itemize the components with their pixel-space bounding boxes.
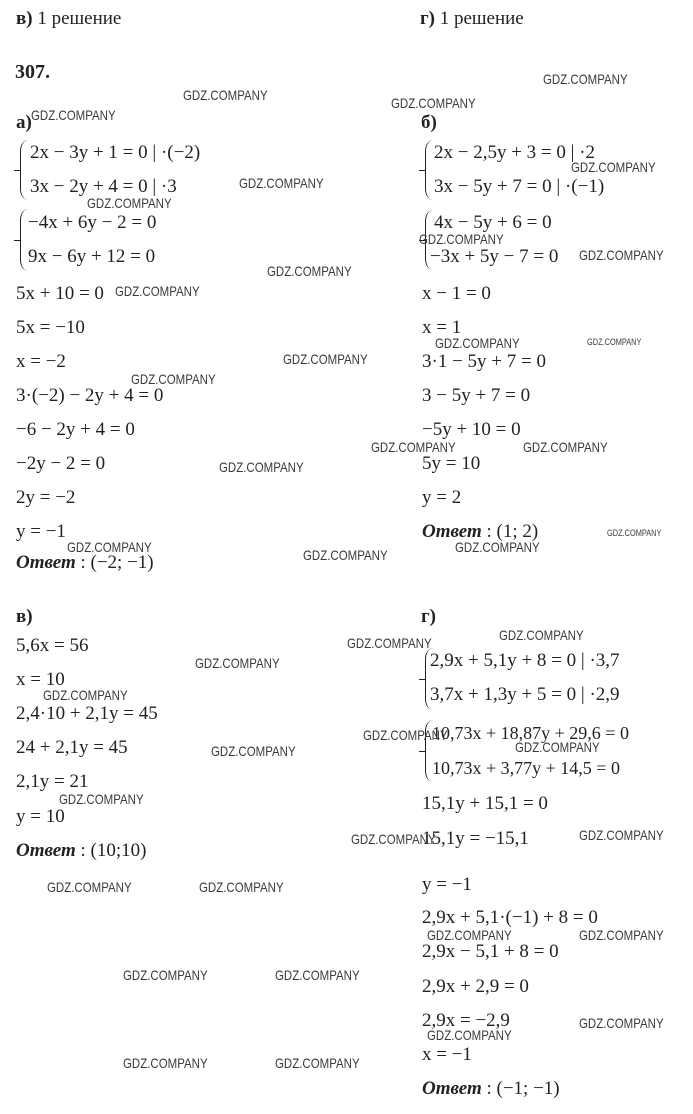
a-line-7: x = −2	[16, 351, 66, 372]
watermark: GDZ.COMPANY	[579, 927, 664, 943]
watermark: GDZ.COMPANY	[67, 539, 152, 555]
b-line-2: 3x − 5y + 7 = 0 | ·(−1)	[434, 176, 605, 197]
watermark: GDZ.COMPANY	[587, 337, 642, 347]
g-line-5: 15,1y + 15,1 = 0	[422, 793, 548, 814]
v-line-4: 24 + 2,1y = 45	[16, 737, 128, 758]
brace-a-2	[20, 209, 28, 271]
brace-a-1	[20, 140, 28, 200]
watermark: GDZ.COMPANY	[239, 175, 324, 191]
watermark: GDZ.COMPANY	[435, 335, 520, 351]
watermark: GDZ.COMPANY	[123, 967, 208, 983]
watermark: GDZ.COMPANY	[115, 283, 200, 299]
a-line-2: 3x − 2y + 4 = 0 | ·3	[30, 176, 177, 197]
g-answer-value: : (−1; −1)	[486, 1078, 560, 1099]
g-line-12: x = −1	[422, 1044, 472, 1065]
v-answer-value: : (10;10)	[80, 840, 147, 861]
b-line-8: 3 − 5y + 7 = 0	[422, 385, 531, 406]
v-answer-word: Ответ	[16, 840, 76, 861]
part-b-label: б)	[421, 112, 437, 133]
part-v-label: в)	[16, 606, 33, 627]
watermark: GDZ.COMPANY	[219, 459, 304, 475]
a-line-6: 5x = −10	[16, 317, 85, 338]
g-line-1: 2,9x + 5,1y + 8 = 0 | ·3,7	[430, 650, 620, 671]
header-left-letter: в)	[16, 8, 33, 29]
watermark: GDZ.COMPANY	[283, 351, 368, 367]
b-line-1: 2x − 2,5y + 3 = 0 | ·2	[434, 142, 596, 163]
watermark: GDZ.COMPANY	[303, 547, 388, 563]
v-line-6: y = 10	[16, 806, 65, 827]
g-answer-word: Ответ	[422, 1078, 482, 1099]
watermark: GDZ.COMPANY	[579, 247, 664, 263]
watermark: GDZ.COMPANY	[427, 1027, 512, 1043]
a-answer	[16, 552, 154, 574]
b-line-11: y = 2	[422, 487, 462, 508]
watermark: GDZ.COMPANY	[571, 159, 656, 175]
watermark: GDZ.COMPANY	[371, 439, 456, 455]
b-line-10: 5y = 10	[422, 453, 481, 474]
g-line-8: 2,9x + 5,1·(−1) + 8 = 0	[422, 907, 598, 928]
header-left	[16, 8, 121, 30]
header-right	[420, 8, 524, 30]
a-answer-word: Ответ	[16, 552, 76, 573]
watermark: GDZ.COMPANY	[499, 627, 584, 643]
g-line-6: 15,1y = −15,1	[422, 828, 529, 849]
watermark: GDZ.COMPANY	[211, 743, 296, 759]
watermark: GDZ.COMPANY	[59, 791, 144, 807]
watermark: GDZ.COMPANY	[363, 727, 448, 743]
watermark: GDZ.COMPANY	[515, 739, 600, 755]
watermark: GDZ.COMPANY	[351, 831, 436, 847]
a-line-10: −2y − 2 = 0	[16, 453, 106, 474]
watermark: GDZ.COMPANY	[455, 539, 540, 555]
g-answer	[422, 1078, 560, 1100]
watermark: GDZ.COMPANY	[543, 71, 628, 87]
watermark: GDZ.COMPANY	[275, 1055, 360, 1071]
g-line-11: 2,9x = −2,9	[422, 1010, 510, 1031]
watermark: GDZ.COMPANY	[579, 1015, 664, 1031]
watermark: GDZ.COMPANY	[195, 655, 280, 671]
v-line-5: 2,1y = 21	[16, 771, 89, 792]
b-line-9: −5y + 10 = 0	[422, 419, 521, 440]
b-line-4: −3x + 5y − 7 = 0	[430, 246, 559, 267]
watermark: GDZ.COMPANY	[123, 1055, 208, 1071]
watermark: GDZ.COMPANY	[523, 439, 608, 455]
b-line-3: 4x − 5y + 6 = 0	[434, 212, 552, 233]
watermark: GDZ.COMPANY	[43, 687, 128, 703]
a-line-5: 5x + 10 = 0	[16, 283, 104, 304]
b-answer-value: : (1; 2)	[486, 521, 539, 542]
watermark: GDZ.COMPANY	[427, 927, 512, 943]
watermark: GDZ.COMPANY	[607, 528, 662, 538]
a-line-4: 9x − 6y + 12 = 0	[28, 246, 156, 267]
header-right-text: 1 решение	[439, 8, 524, 29]
v-line-1: 5,6x = 56	[16, 635, 89, 656]
b-answer-word: Ответ	[422, 521, 482, 542]
watermark: GDZ.COMPANY	[183, 87, 268, 103]
part-a-label: а)	[16, 112, 32, 133]
g-line-9: 2,9x − 5,1 + 8 = 0	[422, 941, 559, 962]
problem-number: 307.	[15, 61, 50, 83]
watermark: GDZ.COMPANY	[347, 635, 432, 651]
v-line-3: 2,4·10 + 2,1y = 45	[16, 703, 158, 724]
v-line-2: x = 10	[16, 669, 65, 690]
watermark: GDZ.COMPANY	[131, 371, 216, 387]
g-line-7: y = −1	[422, 874, 472, 895]
watermark: GDZ.COMPANY	[87, 195, 172, 211]
a-line-8: 3·(−2) − 2y + 4 = 0	[16, 385, 164, 406]
a-line-9: −6 − 2y + 4 = 0	[16, 419, 135, 440]
a-line-1: 2x − 3y + 1 = 0 | ·(−2)	[30, 142, 201, 163]
g-line-10: 2,9x + 2,9 = 0	[422, 976, 529, 997]
watermark: GDZ.COMPANY	[47, 879, 132, 895]
part-g-label: г)	[421, 606, 436, 627]
header-right-letter: г)	[420, 8, 435, 29]
g-line-3: 10,73x + 18,87y + 29,6 = 0	[432, 723, 629, 743]
a-line-12: y = −1	[16, 521, 66, 542]
g-line-2: 3,7x + 1,3y + 5 = 0 | ·2,9	[430, 684, 620, 705]
b-line-5: x − 1 = 0	[422, 283, 491, 304]
v-answer	[16, 840, 146, 862]
b-line-7: 3·1 − 5y + 7 = 0	[422, 351, 546, 372]
watermark: GDZ.COMPANY	[31, 107, 116, 123]
watermark: GDZ.COMPANY	[419, 231, 504, 247]
watermark: GDZ.COMPANY	[199, 879, 284, 895]
b-line-6: x = 1	[422, 317, 462, 338]
watermark: GDZ.COMPANY	[579, 827, 664, 843]
g-line-4: 10,73x + 3,77y + 14,5 = 0	[432, 758, 620, 778]
a-answer-value: : (−2; −1)	[80, 552, 154, 573]
a-line-3: −4x + 6y − 2 = 0	[28, 212, 157, 233]
a-line-11: 2y = −2	[16, 487, 76, 508]
watermark: GDZ.COMPANY	[267, 263, 352, 279]
watermark: GDZ.COMPANY	[391, 95, 476, 111]
brace-b-1	[425, 140, 433, 200]
header-left-text: 1 решение	[37, 8, 122, 29]
watermark: GDZ.COMPANY	[275, 967, 360, 983]
